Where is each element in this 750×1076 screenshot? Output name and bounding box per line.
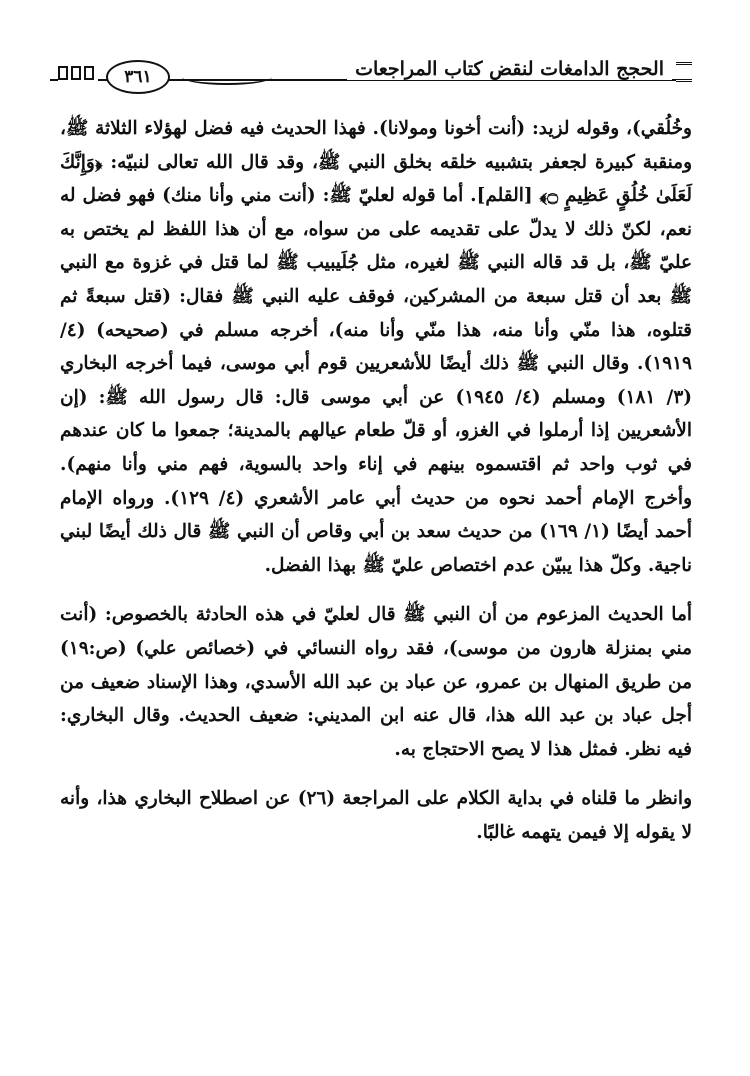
- paragraph: أما الحديث المزعوم من أن النبي ﷺ قال لعليّ في هذه الحادثة بالخصوص: (أنت مني بمنزلة هارون من موسى)، فقد رواه النسائي في (خصائص علي) (ص:١٩) من طريق المنهال بن عمرو، عن عباد بن عبد الله الأسدي، وهذا الإسناد ضعيف من أجل عباد بن عبد الله هذا، قال عنه ابن المديني: ضعيف الحديث. وقال البخاري: فيه نظر. فمثل هذا لا يصح الاحتجاج به.: [60, 604, 692, 760]
- running-header: [50, 52, 690, 96]
- vine-ornament-icon: [182, 69, 272, 85]
- body-text: [60, 112, 692, 849]
- ornament-left-icon: [58, 65, 98, 81]
- paragraph: وانظر ما قلناه في بداية الكلام على المراجعة (٢٦) عن اصطلاح البخاري هذا، وأنه لا يقوله إلا فيمن يتهمه غالبًا.: [60, 788, 693, 843]
- page-number: ٣٦١: [106, 60, 170, 94]
- ornament-right-icon: [676, 62, 692, 82]
- paragraph: وخُلُقي)، وقوله لزيد: (أنت أخونا ومولانا). فهذا الحديث فيه فضل لهؤلاء الثلاثة ﷺ، ومنقبة كبيرة لجعفر بتشبيه خلقه بخلق النبي ﷺ، وقد قال الله تعالى لنبيّه: ﴿وَإِنَّكَ لَعَلَىٰ خُلُقٍ عَظِيمٍ ۝﴾ [القلم]. أما قوله لعليّ ﷺ: (أنت مني وأنا منك) فهو فضل له نعم، لكنّ ذلك لا يدلّ على تقديمه على من سواه، مع أن هذا اللفظ لم يختص به عليّ ﷺ، بل قد قاله النبي ﷺ لغيره، مثل جُلَيبيب ﷺ لما قتل في غزوة مع النبي ﷺ بعد أن قتل سبعة من المشركين، فوقف عليه النبي ﷺ فقال: (قتل سبعةً ثم قتلوه، هذا منّي وأنا منه، هذا منّي وأنا منه)، أخرجه مسلم في (صحيحه) (٤/ ١٩١٩). وقال النبي ﷺ ذلك أيضًا للأشعريين قوم أبي موسى، فيما أخرجه البخاري (٣/ ١٨١) ومسلم (٤/ ١٩٤٥) عن أبي موسى قال: قال رسول الله ﷺ: (إن الأشعريين إذا أرملوا في الغزو، أو قلّ طعام عيالهم بالمدينة؛ جمعوا ما كان عندهم في ثوب واحد ثم اقتسموه بينهم في إناء واحد بالسوية، فهم مني وأنا منهم). وأخرج الإمام أحمد نحوه من حديث أبي عامر الأشعري (٤/ ١٢٩). ورواه الإمام أحمد أيضًا (١/ ١٦٩) من حديث سعد بن أبي وقاص أن النبي ﷺ قال ذلك أيضًا لبني ناجية. وكلّ هذا يبيّن عدم اختصاص عليّ ﷺ بهذا الفضل.: [60, 118, 693, 576]
- book-title: الحجج الدامغات لنقض كتاب المراجعات: [347, 58, 672, 80]
